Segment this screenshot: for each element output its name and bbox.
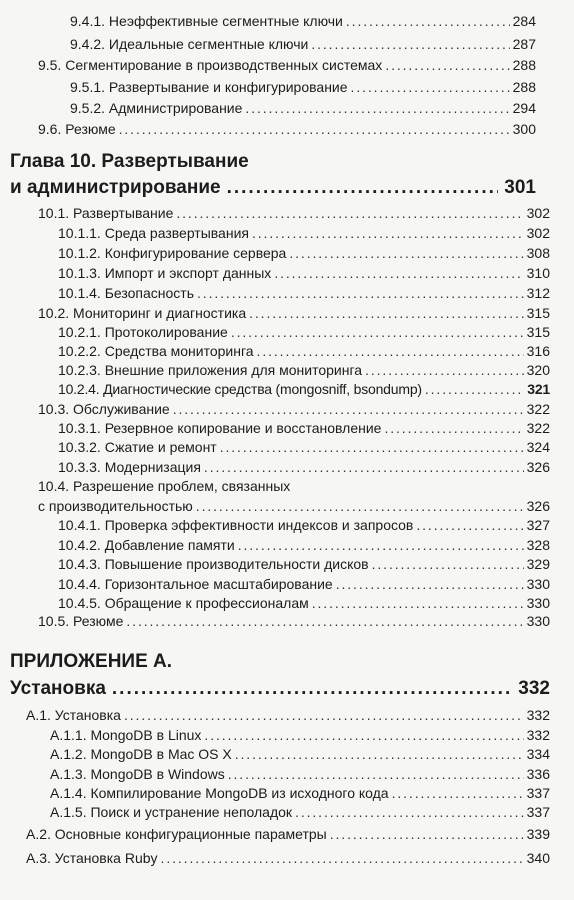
toc-entry — [38, 612, 550, 630]
entry-title: 10.3.1. Резервное копирование и восстановление — [58, 420, 382, 436]
dot-leader — [173, 400, 524, 418]
dot-leader — [227, 176, 499, 200]
entry-page: 321 — [527, 381, 550, 397]
entry-title: 10.3. Обслуживание — [38, 401, 170, 417]
entry-title: 10.2.2. Средства мониторинга — [58, 343, 254, 359]
entry-title: 10.3.3. Модернизация — [58, 459, 201, 475]
toc-entry — [58, 342, 550, 360]
entry-page: 329 — [526, 556, 550, 572]
toc-entry — [38, 56, 536, 74]
toc-entry — [38, 304, 550, 322]
toc-entry — [26, 706, 550, 724]
dot-leader — [372, 555, 524, 573]
dot-leader — [257, 342, 524, 360]
toc-entry — [50, 784, 550, 802]
toc-entry — [50, 745, 550, 763]
toc-entry — [58, 419, 550, 437]
toc-entry — [58, 575, 550, 593]
entry-title: 10.2.4. Диагностические средства (mongosniff, bsondump) — [58, 381, 422, 397]
dot-leader — [330, 825, 524, 843]
toc-entry — [58, 458, 550, 476]
dot-leader — [295, 803, 524, 821]
dot-leader — [384, 419, 523, 437]
toc-entry — [50, 803, 550, 821]
entry-page: 315 — [526, 324, 550, 340]
entry-page: 316 — [526, 343, 550, 359]
toc-entry — [58, 380, 550, 398]
entry-page: 337 — [526, 785, 550, 801]
chapter-title-line2: и администрирование — [10, 177, 221, 198]
toc-entry — [58, 361, 550, 379]
appendix-title-line2: Установка — [10, 678, 106, 699]
entry-title: А.1. Установка — [26, 707, 121, 723]
dot-leader — [289, 244, 523, 262]
dot-leader — [124, 706, 524, 724]
entry-title: А.1.4. Компилирование MongoDB из исходного кода — [50, 785, 389, 801]
entry-page: 288 — [512, 57, 536, 73]
entry-page: 330 — [526, 595, 550, 611]
dot-leader — [252, 224, 524, 242]
toc-entry — [70, 99, 536, 117]
dot-leader — [311, 35, 509, 53]
entry-title: 10.1. Развертывание — [38, 205, 174, 221]
entry-page: 320 — [526, 362, 550, 378]
toc-entry — [38, 204, 550, 222]
entry-page: 339 — [526, 826, 550, 842]
entry-page: 294 — [512, 100, 536, 116]
dot-leader — [365, 361, 524, 379]
toc-entry — [38, 497, 550, 515]
entry-title: 9.5.2. Администрирование — [70, 100, 243, 116]
dot-leader — [425, 380, 524, 398]
entry-title: 10.4.2. Добавление памяти — [58, 537, 235, 553]
dot-leader — [351, 78, 510, 96]
dot-leader — [204, 726, 523, 744]
toc-entry — [58, 323, 550, 341]
toc-entry — [58, 244, 550, 262]
toc-entry — [70, 12, 536, 30]
entry-title: 10.2.1. Протоколирование — [58, 324, 228, 340]
entry-page: 287 — [512, 36, 536, 52]
entry-title: А.1.1. MongoDB в Linux — [50, 727, 202, 743]
appendix-page: 332 — [518, 678, 550, 699]
dot-leader — [274, 264, 523, 282]
entry-page: 302 — [526, 205, 550, 221]
toc-entry — [50, 726, 550, 744]
entry-title: 10.3.2. Сжатие и ремонт — [58, 439, 217, 455]
entry-title: 9.4.1. Неэффективные сегментные ключи — [70, 13, 343, 29]
entry-title: с производительностью — [38, 498, 193, 514]
entry-page: 340 — [526, 850, 550, 866]
dot-leader — [119, 120, 510, 138]
entry-page: 322 — [526, 401, 550, 417]
entry-title: 10.1.3. Импорт и экспорт данных — [58, 265, 272, 281]
entry-page: 308 — [526, 245, 550, 261]
entry-title: 9.6. Резюме — [38, 121, 116, 137]
entry-page: 334 — [526, 746, 550, 762]
chapter-page: 301 — [504, 177, 536, 198]
toc-entry — [50, 765, 550, 783]
toc-entry — [58, 224, 550, 242]
toc-entry — [58, 284, 550, 302]
dot-leader — [204, 458, 524, 476]
dot-leader — [197, 284, 524, 302]
entry-page: 332 — [526, 707, 550, 723]
toc-entry — [70, 35, 536, 53]
entry-title: 10.5. Резюме — [38, 613, 124, 629]
dot-leader — [176, 204, 523, 222]
entry-page: 322 — [526, 420, 550, 436]
chapter-heading — [10, 150, 249, 174]
entry-title: 10.1.1. Среда развертывания — [58, 225, 249, 241]
dot-leader — [346, 12, 510, 30]
entry-title: 10.4. Разрешение проблем, связанных — [38, 478, 291, 494]
dot-leader — [416, 516, 523, 534]
entry-page: 327 — [526, 517, 550, 533]
toc-entry-wrapped-line — [38, 477, 290, 495]
entry-page: 312 — [526, 285, 550, 301]
entry-title: 10.4.4. Горизонтальное масштабирование — [58, 576, 333, 592]
toc-entry — [26, 849, 550, 867]
entry-page: 330 — [526, 613, 550, 629]
toc-entry — [38, 120, 536, 138]
dot-leader — [392, 784, 524, 802]
entry-page: 302 — [526, 225, 550, 241]
dot-leader — [126, 612, 523, 630]
dot-leader — [220, 438, 524, 456]
dot-leader — [231, 323, 524, 341]
dot-leader — [112, 677, 512, 701]
dot-leader — [238, 536, 524, 554]
entry-title: А.3. Установка Ruby — [26, 850, 158, 866]
entry-page: 310 — [526, 265, 550, 281]
entry-page: 284 — [512, 13, 536, 29]
chapter-heading — [10, 176, 536, 200]
entry-page: 315 — [526, 305, 550, 321]
entry-page: 328 — [526, 537, 550, 553]
entry-page: 326 — [526, 498, 550, 514]
entry-page: 337 — [526, 804, 550, 820]
entry-title: 9.5.1. Развертывание и конфигурирование — [70, 79, 348, 95]
entry-page: 332 — [526, 727, 550, 743]
entry-title: А.1.5. Поиск и устранение неполадок — [50, 804, 293, 820]
toc-entry — [58, 594, 550, 612]
appendix-heading — [10, 650, 172, 674]
entry-title: 9.4.2. Идеальные сегментные ключи — [70, 36, 309, 52]
entry-page: 330 — [526, 576, 550, 592]
appendix-title-line1: ПРИЛОЖЕНИЕ А. — [10, 651, 173, 672]
appendix-heading — [10, 677, 550, 701]
dot-leader — [161, 849, 524, 867]
entry-page: 324 — [526, 439, 550, 455]
dot-leader — [385, 56, 509, 74]
entry-title: А.1.2. MongoDB в Mac OS X — [50, 746, 232, 762]
entry-title: 10.2. Мониторинг и диагностика — [38, 305, 247, 321]
entry-title: 10.1.2. Конфигурирование сервера — [58, 245, 287, 261]
entry-title: А.1.3. MongoDB в Windows — [50, 766, 225, 782]
entry-title: 10.4.1. Проверка эффективности индексов и запросов — [58, 517, 414, 533]
toc-entry — [26, 825, 550, 843]
dot-leader — [312, 594, 524, 612]
dot-leader — [228, 765, 524, 783]
dot-leader — [196, 497, 524, 515]
entry-page: 288 — [512, 79, 536, 95]
dot-leader — [235, 745, 524, 763]
chapter-title-line1: Глава 10. Развертывание — [10, 151, 249, 172]
dot-leader — [249, 304, 524, 322]
toc-entry — [58, 555, 550, 573]
entry-title: 10.1.4. Безопасность — [58, 285, 195, 301]
entry-page: 326 — [526, 459, 550, 475]
entry-title: 10.4.3. Повышение производительности дисков — [58, 556, 369, 572]
entry-title: 10.4.5. Обращение к профессионалам — [58, 595, 309, 611]
entry-title: 10.2.3. Внешние приложения для мониторинга — [58, 362, 363, 378]
entry-title: А.2. Основные конфигурационные параметры — [26, 826, 327, 842]
dot-leader — [245, 99, 509, 117]
toc-entry — [58, 516, 550, 534]
toc-entry — [38, 400, 550, 418]
toc-entry — [58, 438, 550, 456]
toc-entry — [58, 536, 550, 554]
entry-page: 336 — [526, 766, 550, 782]
toc-entry — [58, 264, 550, 282]
entry-page: 300 — [512, 121, 536, 137]
dot-leader — [336, 575, 524, 593]
toc-entry — [70, 78, 536, 96]
entry-title: 9.5. Сегментирование в производственных системах — [38, 57, 383, 73]
